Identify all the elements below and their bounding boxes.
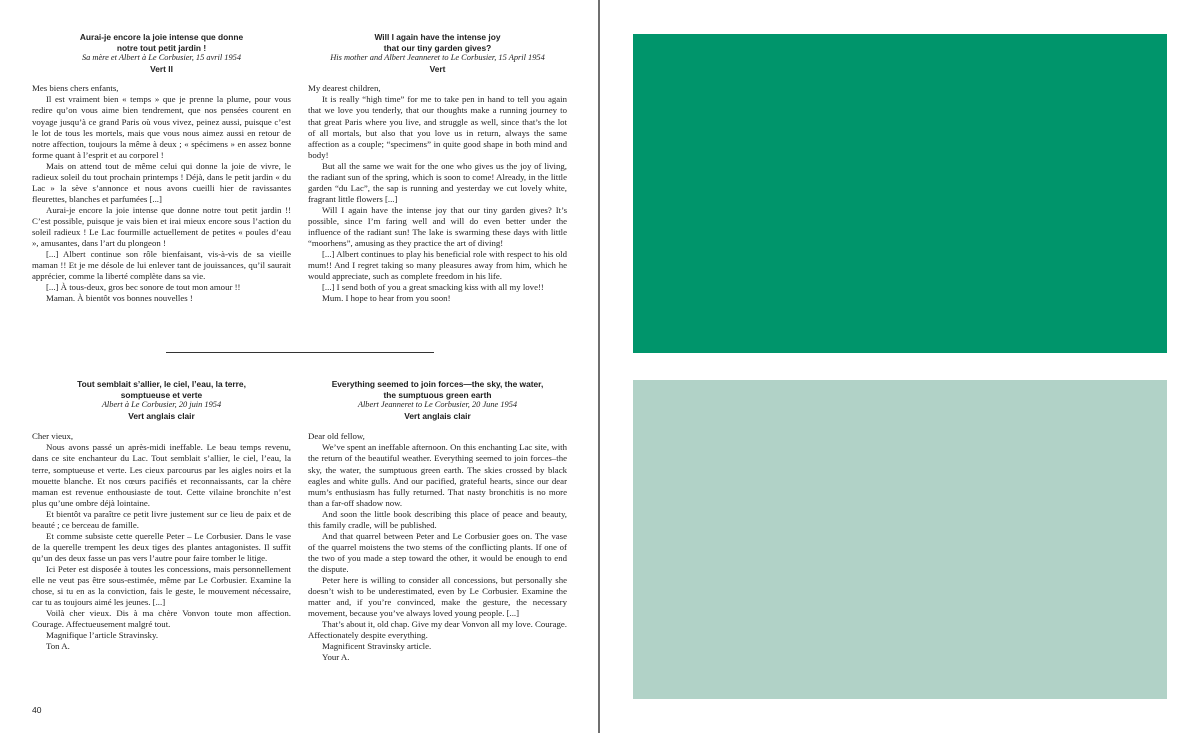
letter-paragraph: Magnificent Stravinsky article.: [322, 641, 432, 652]
letter-paragraph: [...] Albert continues to play his beneficial role with respect to his old mum!! And I regret taking so many pleasures away from him, which he would appreciate, such as complete freedom in his life.: [308, 249, 567, 282]
letter-paragraph: It is really “high time” for me to take pen in hand to tell you again that we love you tenderly, that our thoughts make a running journey to that great Paris where you live, and struggle as well, since that’s the lot of all mortals, but also that you love us in return, always the same affection as a couple; “specimens” in quite good shape in both mind and body!: [308, 94, 567, 160]
letter-paragraph: Il est vraiment bien « temps » que je prenne la plume, pour vous redire qu’on vous aime bien tendrement, que nos pensées courent en voyage jusqu’à ce grand Paris où vous vivez, peinez aussi, puisque c’est le lot de tous les mortels, mais que vous nous aimez aussi en retour de notre affection, toujours la même à deux ; « spécimens » en assez bonne forme quant à l’esprit et au corporel !: [32, 94, 291, 160]
letter-body: [32, 431, 291, 652]
letter-paragraph: That’s about it, old chap. Give my dear Vonvon all my love. Courage. Affectionately despite everything.: [308, 619, 567, 641]
letter-paragraph: [...] À tous-deux, gros bec sonore de tout mon amour !!: [46, 282, 241, 293]
letter-title-line-2: somptueuse et verte: [120, 389, 203, 400]
letter-source: His mother and Albert Jeanneret to Le Corbusier, 15 April 1954: [330, 53, 545, 63]
letter-en-2: [308, 379, 567, 663]
letter-title-line-1: Tout semblait s’allier, le ciel, l’eau, la terre,: [77, 379, 246, 389]
letter-source: Albert Jeanneret to Le Corbusier, 20 June 1954: [357, 400, 518, 410]
letter-signature: Your A.: [322, 652, 350, 663]
letter-paragraph: Nous avons passé un après-midi ineffable. Le beau temps revenu, dans ce site enchanteur du Lac. Tout semblait s’allier, le ciel, l’eau, la terre, somptueuse et verte. Les cieux parcourus par les aigles noirs et la mouette blanche. Et nos cœurs pacifiés et reconnaissants, car la chère maman est revenue enthousiaste de tout. Cette vilaine bronchite n’est plus qu’une ombre déjà lointaine.: [32, 442, 291, 508]
letter-paragraph: Magnifique l’article Stravinsky.: [46, 630, 159, 641]
letter-paragraph: And that quarrel between Peter and Le Corbusier goes on. The vase of the quarrel moistens the two stems of the conflicting plants. If one of the two of you made a step toward the other, it would be enough to end the dispute.: [308, 530, 567, 574]
letter-salutation: Dear old fellow,: [308, 431, 365, 442]
letter-paragraph: Aurai-je encore la joie intense que donne notre tout petit jardin !! C’est possible, puisque je vais bien et irai mieux encore sous l’action du soleil radieux ! Le Lac fourmille actuellement de petites « poules d’eau », amusantes, dans l’art du plongeon !: [32, 204, 291, 249]
letter-body: [308, 83, 567, 304]
letter-header: [32, 379, 291, 421]
letter-salutation: Mes biens chers enfants,: [32, 83, 119, 94]
letter-signature: Maman. À bientôt vos bonnes nouvelles !: [46, 293, 193, 304]
letter-color-label: Vert anglais clair: [128, 410, 195, 421]
letter-paragraph: Et bientôt va paraître ce petit livre justement sur ce lieu de paix et de beauté ; ce berceau de famille.: [32, 508, 291, 530]
letter-title-line-2: the sumptuous green earth: [383, 389, 492, 400]
letter-salutation: My dearest children,: [308, 83, 381, 94]
letter-paragraph: [...] I send both of you a great smacking kiss with all my love!!: [322, 282, 544, 293]
page-number: 40: [32, 705, 42, 715]
letter-header: [308, 32, 567, 74]
color-swatch-vert: [633, 34, 1167, 353]
letter-body: [32, 83, 291, 304]
letter-title-line-1: Everything seemed to join forces—the sky, the water,: [331, 379, 544, 389]
letter-title-line-2: that our tiny garden gives?: [383, 42, 492, 53]
letter-paragraph: [...] Albert continue son rôle bienfaisant, vis-à-vis de sa vieille maman !! Et je me désole de lui enlever tant de jouissances, qu’il saurait apprécier, comme la liberté complète dans sa vie.: [32, 249, 291, 282]
section-divider: [166, 352, 434, 353]
letter-color-label: Vert II: [150, 63, 173, 74]
letter-paragraph: Et comme subsiste cette querelle Peter – Le Corbusier. Dans le vase de la querelle trempent les deux tiges des plantes antagonistes. Il suffit qu’un des deux fasse un pas vers l’autre pour faire tomber le litige.: [32, 530, 291, 563]
letter-salutation: Cher vieux,: [32, 431, 74, 442]
letter-paragraph: But all the same we wait for the one who gives us the joy of living, the radiant sun of the spring, which is soon to come! Already, in the little garden “du Lac”, the sap is running and yesterday we cut lovely white, fragrant little flowers [...]: [308, 160, 567, 204]
letter-header: [32, 32, 291, 74]
letter-paragraph: And soon the little book describing this place of peace and beauty, this family cradle, will be published.: [308, 508, 567, 530]
letter-fr-2: [32, 379, 291, 652]
color-swatch-vert-anglais-clair: [633, 380, 1167, 699]
letter-color-label: Vert: [429, 63, 446, 74]
letter-paragraph: Ici Peter est disposée à toutes les concessions, mais personnellement elle ne veut pas être sous-estimée, même par Le Corbusier. Examine la chose, si tu en as la conviction, fais le geste, le mouvement nécessaire, car tu as toujours aimé les jeunes. [...]: [32, 563, 291, 608]
letter-source: Albert à Le Corbusier, 20 juin 1954: [101, 400, 222, 410]
left-page: [0, 0, 598, 733]
letter-title-line-1: Will I again have the intense joy: [374, 32, 501, 42]
right-page: [600, 0, 1200, 733]
letter-title-line-2: notre tout petit jardin !: [116, 42, 207, 53]
letter-en-1: [308, 32, 567, 304]
letter-paragraph: Voilà cher vieux. Dis à ma chère Vonvon toute mon affection. Courage. Affectueusement malgré tout.: [32, 608, 291, 630]
letter-header: [308, 379, 567, 421]
letter-signature: Mum. I hope to hear from you soon!: [322, 293, 451, 304]
letter-paragraph: Mais on attend tout de même celui qui donne la joie de vivre, le radieux soleil du tout prochain printemps ! Déjà, dans le petit jardin « du Lac » la sève s’annonce et nous avons cueilli hier de ravissantes fleurettes, blanches et parfumées [...]: [32, 160, 291, 204]
letter-title-line-1: Aurai-je encore la joie intense que donne: [79, 32, 244, 42]
letter-paragraph: We’ve spent an ineffable afternoon. On this enchanting Lac site, with the return of the beautiful weather. Everything seemed to join forces–the sky, the water, the sumptuous green earth. The skies crossed by black eagles and white gulls. And our pacified, grateful hearts, since our dear mum’s enthusiasm has fully returned. That nasty bronchitis is no more than a far-off shadow now.: [308, 442, 567, 508]
letter-signature: Ton A.: [46, 641, 70, 652]
letter-color-label: Vert anglais clair: [404, 410, 471, 421]
letter-body: [308, 431, 567, 663]
letter-fr-1: [32, 32, 291, 304]
letter-source: Sa mère et Albert à Le Corbusier, 15 avril 1954: [81, 53, 242, 63]
letter-paragraph: Will I again have the intense joy that our tiny garden gives? It’s possible, since I’m faring well and will do even better under the influence of the radiant sun! The lake is swarming these days with little “moorhens”, amusing as they practice the art of diving!: [308, 204, 567, 249]
letter-paragraph: Peter here is willing to consider all concessions, but personally she doesn’t wish to be underestimated, even by Le Corbusier. Examine the matter and, if you’re convinced, make the gesture, the necessary movement, because you’ve always loved young people. [...]: [308, 574, 567, 619]
